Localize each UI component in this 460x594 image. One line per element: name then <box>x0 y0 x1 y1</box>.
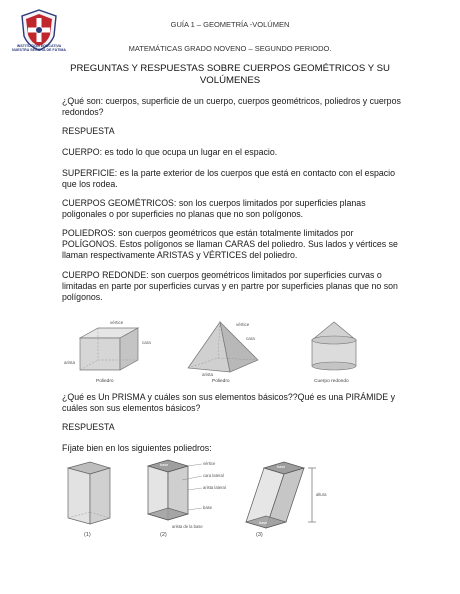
label-base-right-bottom: base <box>259 521 268 525</box>
label-arista-base: arista de la base <box>172 524 203 529</box>
logo-caption: INSTITUCIÓN EDUCATIVA NUESTRA SEÑORA DE FÁTIMA <box>11 44 67 53</box>
definition-superficie: SUPERFICIE: es la parte exterior de los cuerpos que está en contacto con el espacio que los rodea. <box>62 168 395 190</box>
definition-cuerpos-geometricos: CUERPOS GEOMÉTRICOS: son los cuerpos limitados por superficies planas poligonales o por superficies no planas que no son polígonos. <box>62 198 366 220</box>
header-course: MATEMÁTICAS GRADO NOVENO – SEGUNDO PERIODO. <box>128 44 332 53</box>
figure-prisms <box>60 456 400 542</box>
label-cara-2: cara <box>246 336 255 341</box>
label-base-mid: base <box>203 505 213 510</box>
header-guide-title: GUÍA 1 – GEOMETRÍA -VOLÚMEN <box>170 20 290 29</box>
label-vertice-prism: vértice <box>203 461 216 466</box>
prism-1-illustration <box>68 462 110 524</box>
prism-illustration <box>80 328 138 370</box>
label-altura: altura <box>316 492 327 497</box>
label-vertice-2: vértice <box>236 322 250 327</box>
round-body-illustration <box>312 322 356 370</box>
page-title: PREGUNTAS Y RESPUESTAS SOBRE CUERPOS GEOMÉTRICOS Y SU VOLÚMENES <box>70 63 390 86</box>
label-prism-2: (2) <box>160 532 167 538</box>
label-poliedro-1: Poliedro <box>96 379 114 384</box>
label-base-right: base <box>277 465 286 469</box>
label-arista-1: arista <box>64 360 76 365</box>
label-base-top: base <box>160 463 169 467</box>
question-2: ¿Qué es Un PRISMA y cuáles son sus elementos básicos??Qué es una PIRÁMIDE y cuáles son sus elementos básicos? <box>62 392 395 414</box>
definition-cuerpo: CUERPO: es todo lo que ocupa un lugar en el espacio. <box>62 147 278 157</box>
question-1: ¿Qué son: cuerpos, superficie de un cuerpo, cuerpos geométricos, poliedros y cuerpos redondos? <box>62 96 401 118</box>
label-arista-2: arista <box>202 372 214 377</box>
label-poliedro-2: Poliedro <box>212 379 230 384</box>
figure-polyhedra-examples <box>60 316 400 388</box>
label-prism-1: (1) <box>84 532 91 538</box>
prism-2-illustration <box>148 460 188 520</box>
instruction-fijate: Fíjate bien en los siguientes poliedros: <box>62 443 212 453</box>
label-cara-lateral: cara lateral <box>203 473 224 478</box>
label-arista-lateral: arista lateral <box>203 485 226 490</box>
label-cara-1: cara <box>142 340 151 345</box>
label-cuerpo-redondo: Cuerpo redondo <box>314 379 349 384</box>
definition-poliedros: POLIEDROS: son cuerpos geométricos que están totalmente limitados por POLÍGONOS. Estos polígonos se llaman CARAS del poliedro. Sus lados y vértices se llaman respectivamente ARISTAS y VÉRTICES del poliedro. <box>62 228 398 261</box>
definition-cuerpo-redonde: CUERPO REDONDE: son cuerpos geométricos limitados por superficies curvas o limitadas en parte por superficies curvas y en partre por superficies planas que no son polígonos. <box>62 270 398 303</box>
prism-3-illustration <box>246 462 316 528</box>
label-prism-3: (3) <box>256 532 263 538</box>
pyramid-illustration <box>188 322 258 372</box>
label-vertice-1: vértice <box>110 320 124 325</box>
answer-heading-2: RESPUESTA <box>62 422 115 432</box>
answer-heading-1: RESPUESTA <box>62 126 115 136</box>
